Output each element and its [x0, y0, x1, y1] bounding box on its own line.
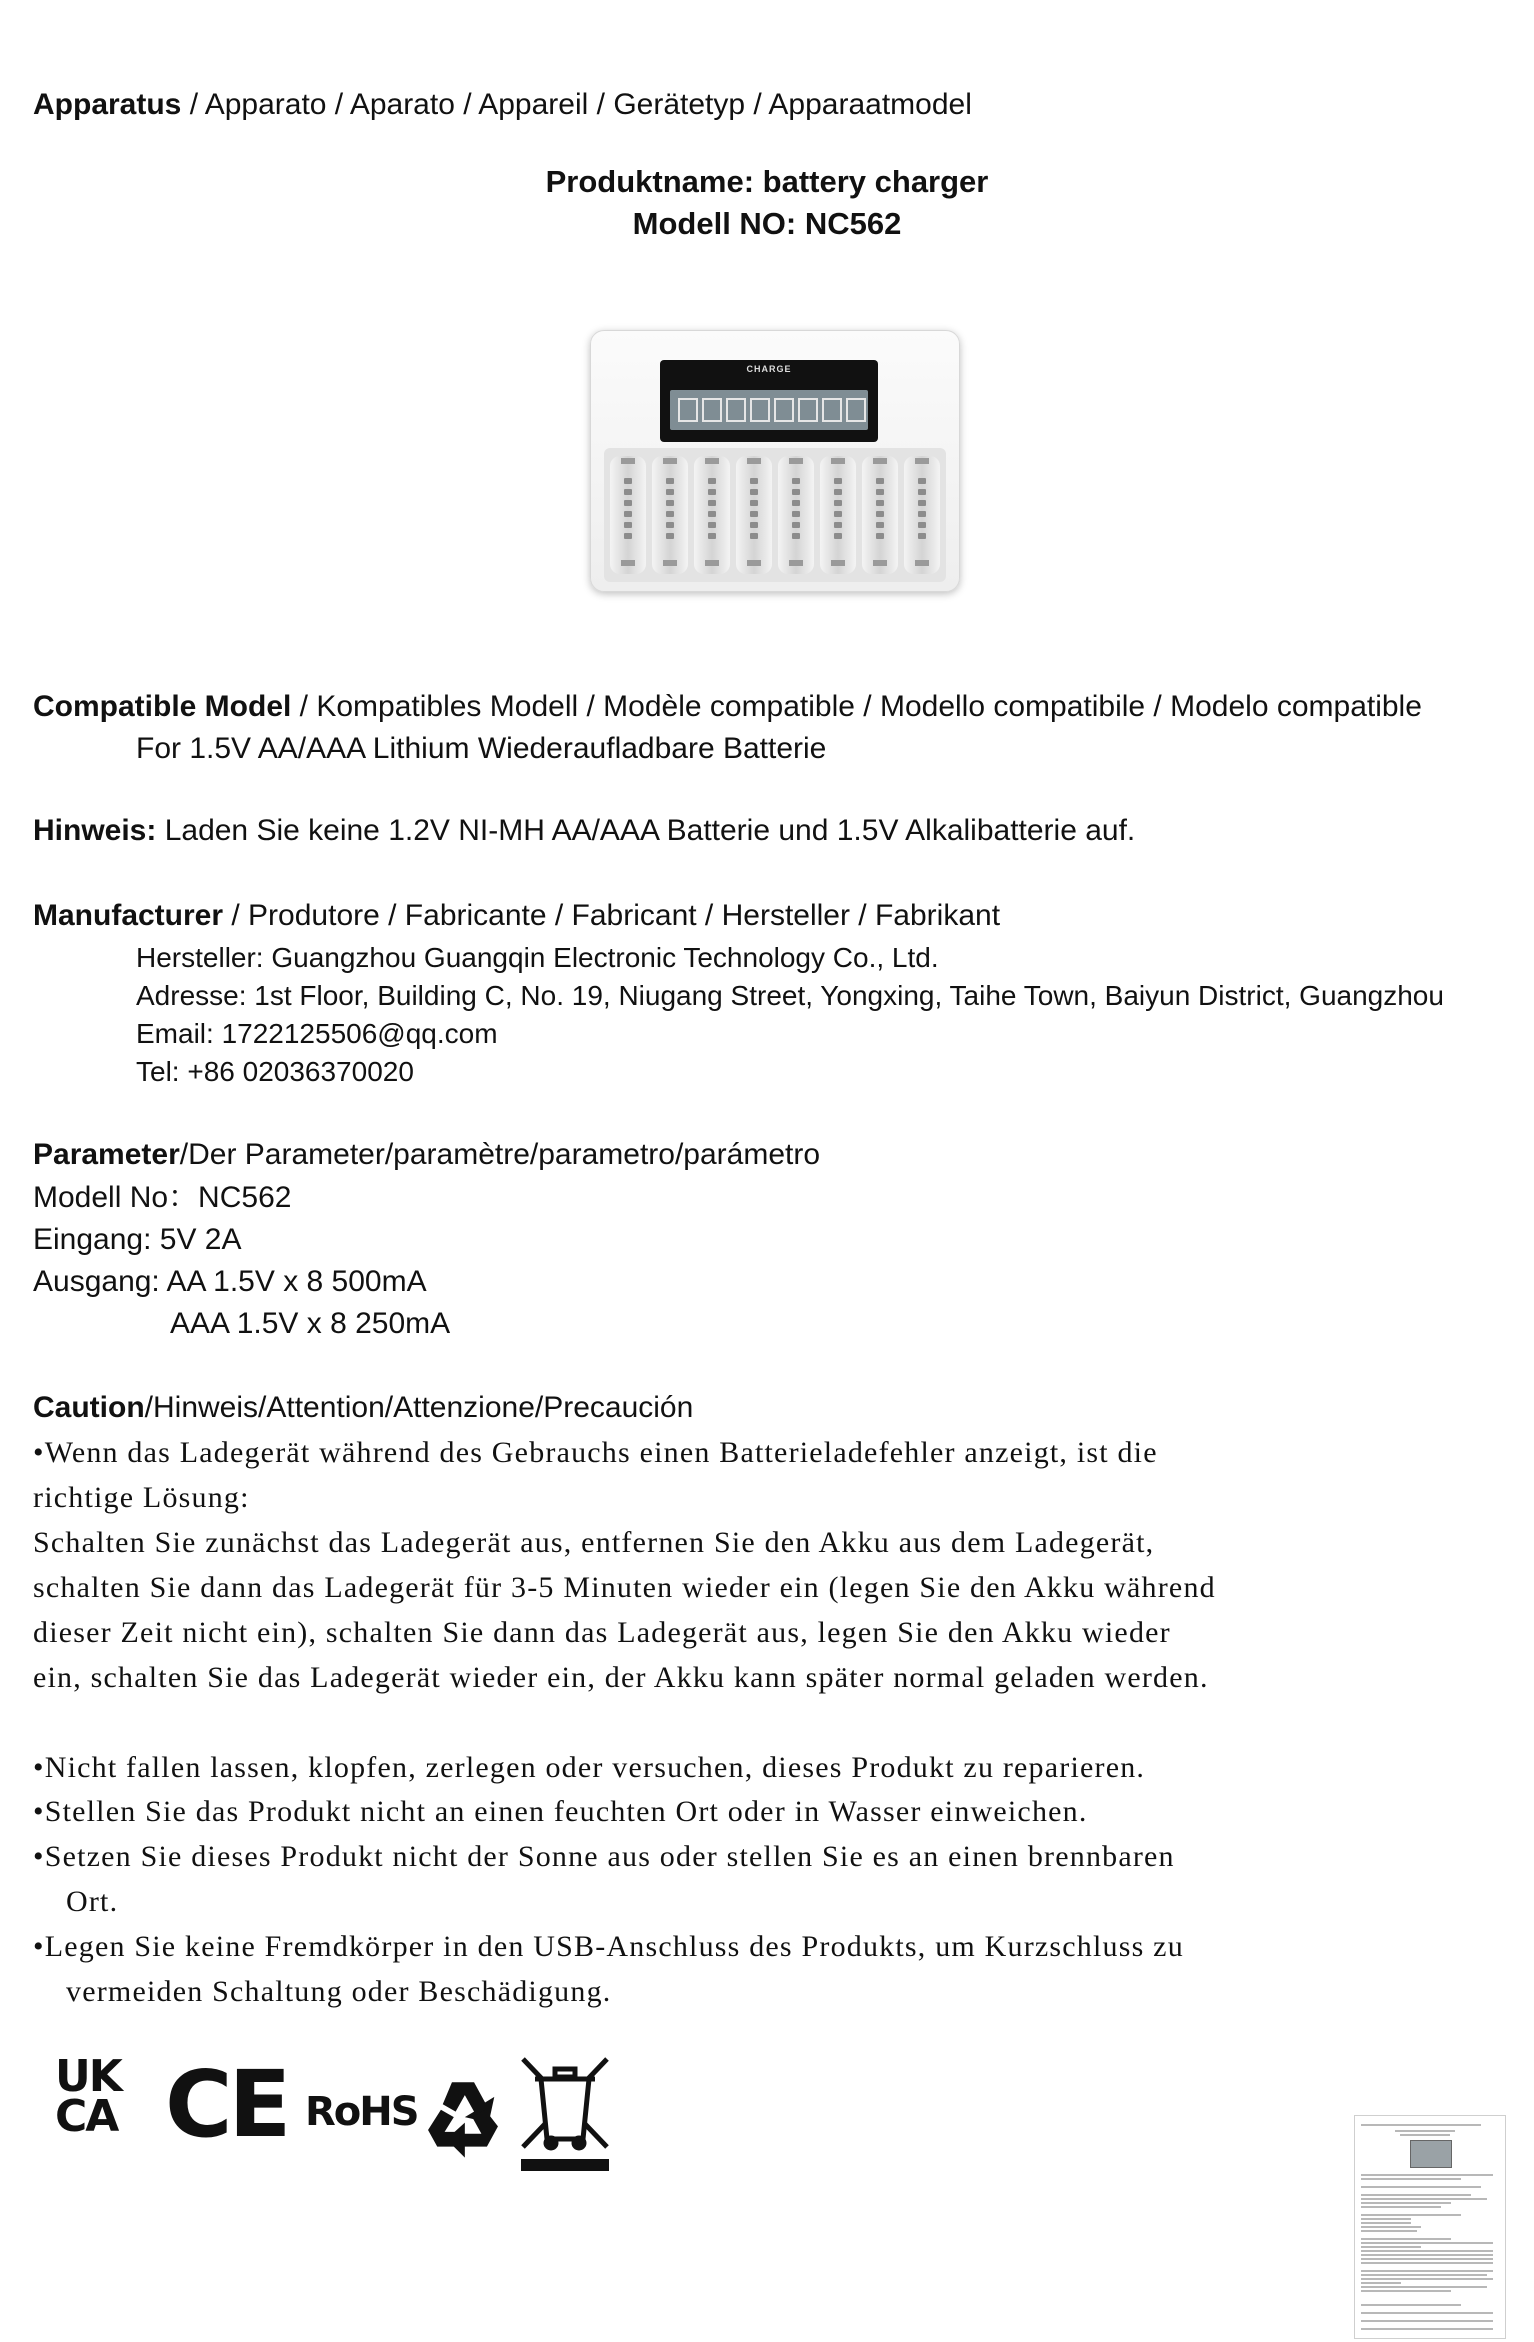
caution-line: schalten Sie dann das Ladegerät für 3-5 Minuten wieder ein (legen Sie den Akku während [33, 1571, 1216, 1604]
hinweis-note: Hinweis: Laden Sie keine 1.2V NI-MH AA/AAA Batterie und 1.5V Alkalibatterie auf. [33, 814, 1136, 847]
battery-slot [778, 456, 814, 574]
ukca-mark: UK CA [55, 2051, 121, 2142]
caution-bullet: •Setzen Sie dieses Produkt nicht der Sonne aus oder stellen Sie es an einen brennbaren [33, 1840, 1175, 1873]
caution-heading: Caution/Hinweis/Attention/Attenzione/Precaución [33, 1391, 694, 1424]
manufacturer-tel: Tel: +86 02036370020 [136, 1056, 414, 1087]
rohs-mark: RoHS [305, 2089, 418, 2135]
caution-bullet: •Nicht fallen lassen, klopfen, zerlegen oder versuchen, dieses Produkt zu reparieren. [33, 1751, 1146, 1784]
battery-slot [652, 456, 688, 574]
charger-display-label: CHARGE [746, 364, 792, 374]
manufacturer-email: Email: 1722125506@qq.com [136, 1018, 498, 1049]
battery-slot [694, 456, 730, 574]
battery-slot [610, 456, 646, 574]
manufacturer-heading: Manufacturer / Produtore / Fabricante / Fabricant / Hersteller / Fabrikant [33, 899, 1001, 932]
caution-line: •Wenn das Ladegerät während des Gebrauchs einen Batterieladefehler anzeigt, ist die [33, 1436, 1158, 1469]
weee-bin-icon [517, 2055, 613, 2175]
caution-line: dieser Zeit nicht ein), schalten Sie dann das Ladegerät aus, legen Sie den Akku wieder [33, 1616, 1171, 1649]
caution-bullet-cont: Ort. [66, 1885, 119, 1918]
caution-line: ein, schalten Sie das Ladegerät wieder ein, der Akku kann später normal geladen werden. [33, 1661, 1209, 1694]
caution-line: Schalten Sie zunächst das Ladegerät aus, entfernen Sie den Akku aus dem Ladegerät, [33, 1526, 1155, 1559]
parameter-model: Modell No：NC562 [33, 1181, 292, 1214]
battery-slots [604, 448, 946, 582]
compatible-text: For 1.5V AA/AAA Lithium Wiederaufladbare Batterie [136, 732, 827, 765]
battery-slot [904, 456, 940, 574]
page-thumbnail [1354, 2115, 1506, 2339]
certification-logos [55, 2051, 635, 2175]
caution-bullet-cont: vermeiden Schaltung oder Beschädigung. [66, 1975, 612, 2008]
manufacturer-name: Hersteller: Guangzhou Guangqin Electronic Technology Co., Ltd. [136, 942, 939, 973]
caution-bullet: •Legen Sie keine Fremdkörper in den USB-Anschluss des Produkts, um Kurzschluss zu [33, 1930, 1184, 1963]
parameter-input: Eingang: 5V 2A [33, 1223, 242, 1256]
parameter-output-aa: Ausgang: AA 1.5V x 8 500mA [33, 1265, 427, 1298]
charger-product-image [590, 330, 960, 592]
battery-slot [820, 456, 856, 574]
charger-display [660, 360, 878, 442]
compatible-heading: Compatible Model / Kompatibles Modell / Modèle compatible / Modello compatibile / Modelo compatible [33, 690, 1422, 723]
parameter-heading: Parameter/Der Parameter/paramètre/parametro/parámetro [33, 1138, 821, 1171]
caution-bullet: •Stellen Sie das Produkt nicht an einen feuchten Ort oder in Wasser einweichen. [33, 1795, 1088, 1828]
battery-slot [736, 456, 772, 574]
manufacturer-address: Adresse: 1st Floor, Building C, No. 19, Niugang Street, Yongxing, Taihe Town, Baiyun District, Guangzhou [136, 980, 1444, 1011]
battery-slot [862, 456, 898, 574]
model-number-title: Modell NO: NC562 [632, 206, 902, 241]
parameter-output-aaa: AAA 1.5V x 8 250mA [170, 1307, 451, 1340]
caution-line: richtige Lösung: [33, 1481, 250, 1514]
apparatus-heading: Apparatus / Apparato / Aparato / Appareil / Gerätetyp / Apparaatmodel [33, 88, 972, 121]
product-name: Produktname: battery charger [545, 164, 989, 199]
recycle-icon [417, 2073, 509, 2165]
ce-mark: CE [165, 2051, 288, 2158]
